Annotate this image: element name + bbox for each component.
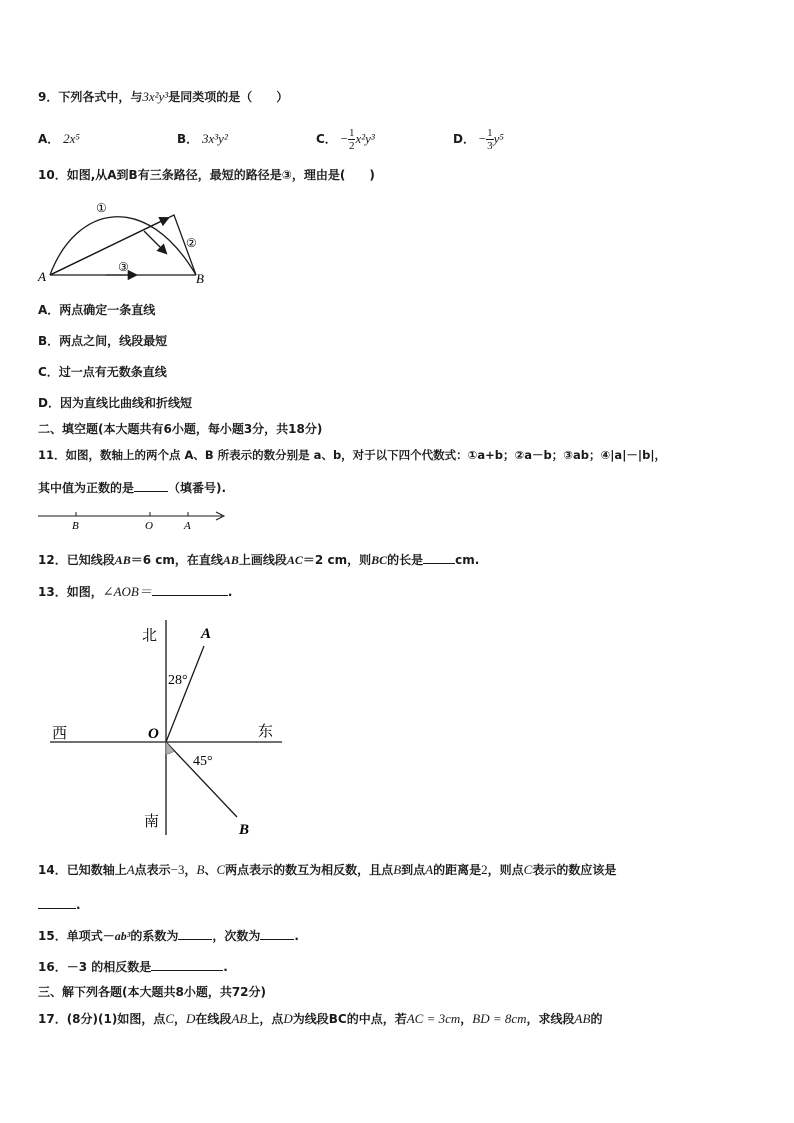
- q12-ab2: AB: [222, 553, 239, 567]
- q12-mid4: 的长是: [387, 553, 424, 567]
- q9-option-b-label: B．: [177, 132, 199, 146]
- q12-stem: [38, 551, 479, 568]
- q11-line2-pre: 其中值为正数的是: [38, 481, 135, 495]
- q9-option-a: [38, 131, 80, 147]
- label-a: A: [184, 520, 191, 532]
- section-2-heading: 二、填空题(本大题共有6小题，每小题3分，共18分): [38, 422, 323, 436]
- q14-c1: C: [216, 862, 226, 877]
- q16-stem: [38, 958, 228, 975]
- q16-post: .: [223, 960, 228, 974]
- q13-post: .: [227, 585, 233, 599]
- label-o: O: [145, 520, 153, 532]
- q11-number-line: [36, 508, 228, 532]
- q13-expr: ∠AOB＝: [102, 584, 152, 599]
- q17-m6: ，求线段: [526, 1012, 575, 1026]
- q17-m4: 为线段BC的中点，若: [292, 1012, 407, 1026]
- q12-pre: 12．已知线段: [38, 553, 115, 567]
- q14-m3: 、: [204, 863, 217, 877]
- q9-option-d-sign: −: [478, 131, 487, 146]
- q12-mid1: ＝6 cm，在直线: [130, 553, 223, 567]
- q10-option-a: A．两点确定一条直线: [38, 303, 156, 317]
- q9-option-a-expr: 2x⁵: [63, 131, 80, 146]
- q14-b2: B: [393, 862, 402, 877]
- q9-option-c-label: C．: [316, 132, 337, 146]
- angle-45-label: 45°: [193, 754, 213, 769]
- q16-pre: 16．－3 的相反数是: [38, 960, 152, 974]
- q14-line2-post: .: [76, 898, 81, 912]
- q15-coefficient-blank[interactable]: [178, 927, 212, 940]
- q12-post: cm.: [455, 553, 480, 567]
- q9-option-b: [177, 131, 228, 147]
- q9-option-c: [316, 124, 375, 154]
- q17-d2: D: [283, 1011, 293, 1026]
- north-label: 北: [142, 628, 158, 644]
- q9-stem-post: 是同类项的是（ ）: [168, 90, 289, 104]
- q14-v2: 2: [481, 862, 488, 877]
- ray-oa: [166, 646, 204, 742]
- q17-ab2: AB: [574, 1011, 591, 1026]
- q10-path-figure: [36, 195, 216, 287]
- q13-answer-blank[interactable]: [152, 583, 228, 596]
- q14-pre: 14．已知数轴上: [38, 863, 127, 877]
- q14-m7: ，则点: [487, 863, 524, 877]
- path-1-label: ①: [96, 201, 107, 215]
- q11-line2: [38, 479, 226, 496]
- q10-stem: 10．如图,从A到B有三条路径，最短的路径是③，理由是( ): [38, 168, 375, 182]
- q14-m6: 的距离是: [433, 863, 482, 877]
- q16-answer-blank[interactable]: [151, 958, 223, 971]
- q12-ac: AC: [286, 553, 303, 567]
- q17-bd: BD = 8cm: [472, 1011, 527, 1026]
- q9-option-c-den: 2: [348, 140, 355, 152]
- q15-stem: [38, 927, 299, 944]
- q9-stem: [38, 89, 288, 105]
- q10-option-c: C．过一点有无数条直线: [38, 365, 167, 379]
- angle-28-label: 28°: [168, 673, 188, 688]
- q10-option-b: B．两点之间，线段最短: [38, 334, 168, 348]
- q9-option-c-num: 1: [348, 127, 355, 139]
- q14-m2: ，: [184, 863, 197, 877]
- west-label: 西: [52, 726, 68, 742]
- q15-mid2: ，次数为: [212, 929, 261, 943]
- b-label: B: [239, 822, 250, 838]
- q14-line2: [38, 896, 81, 913]
- q9-option-d: [453, 124, 504, 154]
- q17-m3: 上，点: [247, 1012, 284, 1026]
- q17-m2: 在线段: [195, 1012, 232, 1026]
- q17-post: 的: [590, 1012, 603, 1026]
- q14-answer-blank[interactable]: [38, 896, 76, 909]
- q9-option-b-expr: 3x³y²: [201, 131, 228, 146]
- q9-option-c-expr: x²y³: [355, 131, 375, 146]
- q15-degree-blank[interactable]: [260, 927, 294, 940]
- q13-stem: [38, 583, 232, 600]
- section-3-heading: 三、解下列各题(本大题共8小题，共72分): [38, 985, 267, 999]
- o-label: O: [148, 726, 159, 742]
- q9-option-d-den: 3: [487, 140, 493, 152]
- path-3-label: ③: [118, 260, 129, 274]
- q12-answer-blank[interactable]: [423, 551, 455, 564]
- q17-pre: 17．(8分)(1)如图，点: [38, 1012, 166, 1026]
- q12-bc: BC: [371, 553, 388, 567]
- q9-option-d-expr: y⁵: [493, 131, 504, 146]
- q15-mid: 的系数为: [130, 929, 179, 943]
- q11-stem: 11．如图，数轴上的两个点 A、B 所表示的数分别是 a、b，对于以下四个代数式：①a+b；②a－b；③ab；④|a|－|b|，: [38, 448, 667, 462]
- q11-line2-post: （填番号).: [168, 481, 227, 495]
- q12-mid3: ＝2 cm，则: [302, 553, 372, 567]
- q17-c: C: [165, 1011, 175, 1026]
- q17-ac: AC = 3cm: [406, 1011, 461, 1026]
- q9-option-d-num: 1: [487, 127, 493, 139]
- q14-m4: 两点表示的数互为相反数，且点: [225, 863, 394, 877]
- south-label: 南: [144, 814, 160, 830]
- point-b-label: B: [196, 271, 204, 286]
- q9-option-a-label: A．: [38, 132, 60, 146]
- q11-answer-blank[interactable]: [134, 479, 168, 492]
- label-b: B: [72, 520, 79, 532]
- q14-m5: 到点: [401, 863, 426, 877]
- q14-stem: [38, 862, 616, 878]
- q14-m1: 点表示: [134, 863, 171, 877]
- q13-compass-figure: [50, 620, 290, 842]
- q12-mid2: 上画线段: [238, 553, 287, 567]
- angle-45-marker: [166, 742, 174, 754]
- q15-pre: 15．单项式－: [38, 929, 115, 943]
- q17-ab: AB: [231, 1011, 248, 1026]
- q14-a1: A: [126, 862, 135, 877]
- q14-m8: 表示的数应该是: [532, 863, 617, 877]
- path-2-label: ②: [186, 236, 197, 250]
- east-label: 东: [258, 724, 274, 740]
- q13-pre: 13．如图，: [38, 585, 103, 599]
- q9-stem-expr: 3x²y³: [142, 89, 169, 104]
- a-label: A: [201, 626, 212, 642]
- q12-ab: AB: [114, 553, 131, 567]
- q15-post: .: [294, 929, 299, 943]
- q9-stem-pre: 9．下列各式中，与: [38, 90, 143, 104]
- q17-m5: ，: [460, 1012, 473, 1026]
- q14-b1: B: [196, 862, 205, 877]
- q14-a2: A: [425, 862, 434, 877]
- q10-option-d: D．因为直线比曲线和折线短: [38, 396, 192, 410]
- q14-v1: −3: [170, 862, 185, 877]
- point-a-label: A: [38, 269, 46, 284]
- q14-c2: C: [523, 862, 533, 877]
- q9-option-d-label: D．: [453, 132, 475, 146]
- q17-m1: ，: [174, 1012, 187, 1026]
- q15-expr: ab³: [114, 929, 131, 943]
- q17-d: D: [186, 1011, 196, 1026]
- q9-option-c-sign: −: [340, 131, 348, 146]
- q9-option-d-fraction: [486, 127, 494, 152]
- q17-stem: [38, 1011, 602, 1027]
